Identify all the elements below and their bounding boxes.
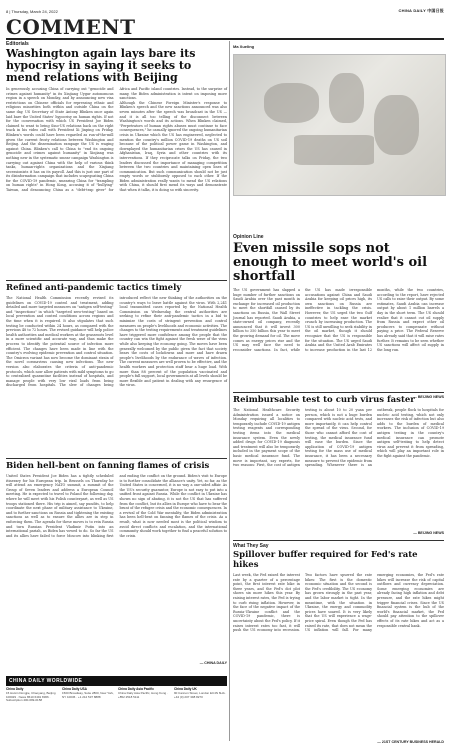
biden-body — [6, 474, 227, 660]
editorial-1-text-b: Although the Chinese Foreign Minister's response to Blinken's speech and the new sanctions announced was also seven minutes after the speech was broadcast in the US — and it is all too telling of the disconnect between Washington's words and its actions. When Blinken claimed, "Perpetrators of human rights abuses must continue to face consequences," he casually ignored the ongoing humanitarian crisis in Ukraine which the US has engineered, neglected to mention the country's million COVID-19 deaths on US soil because of the political power game in Washington, and downplayed the humanitarian crises the US has caused in Afghanistan, Iraq, Syria and other countries with its interventions. If they reciprocate talks on Friday, the two leaders discussed the importance of managing competition between the two countries and maintaining open lines of communication. But such communication should not be just empty words or stubbornly opposed to each other. If the Biden administration really wants to mend the US relations with China, it should first mend its ways and demonstrate that when it talks, it is doing so with sincerity. — [119, 100, 227, 193]
editorials-kicker: Editorials — [6, 41, 29, 47]
divider — [233, 540, 444, 541]
office-title: China Daily — [6, 687, 24, 691]
editorial-2-headline: Refined anti-pandemic tactics timely — [6, 283, 182, 293]
section-title: COMMENT — [6, 15, 136, 39]
office-title: China Daily UK — [174, 687, 197, 691]
reimburse-headline: Reimbursable test to curb virus faster — [233, 395, 415, 405]
editorial-1-text-a: In generously accusing China of carrying out "genocide and crimes against humanity" in its Xinjiang Uygur autonomous region in a speech on Monday, and by announcing new visa restrictions on Chinese officials for repressing ethnic and religious minorities both within and outside China on the same day, US Secretary of State Antony Blinken once again laid bare the United States' hypocrisy on human rights. If not for the conversation with which US President Joe Biden claimed to want to bring Sino-US relations back on the right track in his video call with President Xi Jinping on Friday, Blinken's words could have been regarded as run-of-the-mill given the current frosty relations between Washington and Beijing. And the dissemination rampage the US is waging against China. Blinken's call to China to "end its ongoing genocide and crimes against humanity" in Xinjiang was nothing new in the systematic smear campaign Washington is carrying out against China with the help of various think tanks, human-rights organizations and the Xinjiang secessionists it has on its payroll. And this is just one part of its disinformation campaign that includes scapegoating China for the COVID-19 pandemic, smearing China for "trampling on human rights" in Hong Kong, accusing it of "bullying" Taiwan, and denouncing China as a "debt-trap giver" for Africa and Pacific island countries. Instead, to the surprise of many, the Biden administration is intent on imposing more sanctions. — [6, 87, 227, 193]
editorial-2-body — [6, 296, 227, 451]
office-title: China Daily USA — [62, 687, 87, 691]
footer-office — [174, 688, 227, 703]
footer-office — [6, 688, 59, 703]
photo-credit: Ma Xueling — [233, 44, 255, 49]
cartoon-figure — [329, 73, 364, 123]
editorial-2-text: The National Health Commission recently revised its guidelines on COVID-19 control and treatment, adding detailed and more targeted measures on "antigen self-testing" and "inspections" in which "targeted zero-testing" based on local prevention and control conditions across regions and the time when it is required. It also stipulates that such testing be conducted within 24 hours, as compared with the previous 48 to 72 hours. The revised guidance will help police health authorities and medical workers at the grassroots level in a more scientific and accurate way, and thus make the process to identify the potential source of infection more efficient. The changes have been made in line with the country's evolving epidemic prevention and control situation. The Omicron variant has now become the dominant strain of the novel coronavirus causing new infections. The new version also elaborates the criteria of anti-pandemic protocols, which now allow patients with mild symptoms to go to centralized quarantine facilities instead of hospitals, and manage people with very low viral loads from being discharged from hospitals. The slew of changes being introduced reflect the new thinking of the authorities on the country's ways to leave battle against the virus. With 2,241 local transmitted cases reported by the National Health Commission on Wednesday, the central authorities are seeking to refine their anti-pandemic tactics in a bid to minimize the costs of stringent prevention and control measures on people's livelihoods and economic activities. The changes to the testing requirements and treatment guidelines have triggered more confidence among the people that the country can win the fight against the fresh wave of the virus while also keeping the economy going. The moves have been generally welcomed by the public given the fact that society bears the costs of lockdowns and more and have drawn people's livelihoods by the endurance of waves of infection. The current measures are well proven to be effective, and the health workers and protection staff bear a huge load. With more than 88 percent of the population vaccinated and people's full support, local governments at all levels should be more flexible and patient in dealing with any resurgence of the virus. — [6, 296, 227, 388]
footer-office — [62, 688, 115, 703]
biden-byline: — CHINA DAILY — [199, 661, 227, 665]
office-text: 1500 Broadway, Suite 2800, New York, NY 10036 · +1 212 537 8888 — [62, 690, 114, 699]
biden-text: United States President Joe Biden has a tightly scheduled itinerary for his European trip. In Brussels on Thursday he will attend an emergency NATO summit, a summit of the Group of Seven leaders and address a European Council meeting. He is expected to travel to Poland the following day, where he will meet with his Polish counterpart, as well as US troops stationed there. His trip is aimed, say pundits, to help coordinate the next phase of military assistance to Ukraine, and to further sanctions on Russia and tightening the existing sanctions as well as to ensure the allies are in step in enforcing them. The agenda for these moves is to rein Russia and turn Russian President Vladimir Putin into an international pariah, as Biden has vowed to do. So far the US and its allies have failed to force Moscow into blinking first and ending the conflict on the ground. Biden's visit to Europe is to further consolidate the alliance's unity. Yet, so far, as the United States is concerned, it is no way a one-sided affair. As the US's security guarantor, Europe is not easy to put into a unified front against Russia. While the conflict in Ukraine has shown no sign of abating, it is not the US that has suffered from the conflict, but its allies in Europe who have to bear the brunt of the refugee crisis and the economic consequences. In a revival of the Cold War mentality, the Biden administration has been hell-bent on fanning the flames of the crisis. As a result, what is now needed most is the political wisdom to avoid direct conflicts and escalation, and the international community should work together to find a peaceful solution to the crisis. — [6, 474, 227, 538]
brand-label — [398, 8, 444, 14]
footer-brand: CHINA DAILY WORLDWIDE — [6, 676, 227, 686]
whatthey-tag: What They Say — [233, 543, 269, 549]
page-date: 8 | Thursday, March 24, 2022 — [6, 8, 58, 14]
brand-name-cn: 中国日报 — [427, 8, 444, 13]
divider — [6, 458, 227, 459]
editorial-1-headline: Washington again lays bare its hypocrisy in saying it seeks to mend relations with Beijing — [6, 47, 196, 84]
editorial-2 — [6, 283, 227, 455]
whatthey-text: Last week, the Fed raised the interest rate by a quarter of a percentage point, the first interest rate hike in three years, and the Fed's dot plot shows six more hikes this year. By raising interest rates, the Fed is trying to curb rising inflation. However, in the face of the negative impact of the Russia-Ukraine conflict and the COVID-19 pandemic, there is uncertainty about the Fed's policy. If it raises interest rates too fast, it will push the US economy into recession. Two factors have spurred the rate hikes: The first is the domestic economic situation and the second is the Fed's credibility. The US economy has grown strongly in the past year, and the labor market is tight. In the meantime, with the situation in Ukraine, the energy and commodity prices have soared. It is very likely that the US will experience a wage-price spiral. Even though the Fed has raised its rate, that does not mean the US inflation will fall. For many emerging economies, the Fed's rate hikes will increase the risk of capital outflows and currency depreciation. Some emerging economies are already facing high inflation and debt pressure, and the rate hikes might trigger financial crises. Since the US financial system is the hub of the world's financial market, the Fed should pay attention to the spillover effects of its rate hikes and act as a responsible central bank. — [233, 573, 444, 633]
office-title: China Daily Asia Pacific — [118, 687, 155, 691]
footer-offices — [6, 688, 227, 703]
article-biden — [6, 461, 227, 671]
reimburse-text: The National Healthcare Security Administration issued a notice on Monday requiring all localities to temporarily include COVID-19 antigen testing reagents and corresponding testing items into the medical insurance system. Even the newly added drugs for COVID-19 diagnosis and treatment will also be temporarily included in the payment scope of the basic medical insurance fund. The move is important, say experts, for two reasons: First, the cost of antigen testing is about 10 to 20 yuan per person, which is not a huge burden compared with nucleic acid tests, and more importantly, it can help control the spread of the virus. Second, for those who cannot afford the cost of testing, the medical insurance fund will ease the burden. Since the application of COVID-19 antigen testing for the mass use of medical insurance, it has been a necessary measure to prevent the epidemic from spreading. Whenever there is an outbreak, people flock to hospitals for nucleic acid testing, which not only increases the risk of infection but also adds to the burden of medical workers. The inclusion of COVID-19 antigen testing in the country's medical insurance can promote antigen self-testing to help detect virus and prevent it from spreading, which will play an important role in the fight against the pandemic. — [233, 408, 444, 468]
brand-name: CHINA DAILY — [398, 8, 426, 13]
opinion-byline: — BEIJING NEWS — [413, 395, 444, 399]
editorial-1-body — [6, 87, 227, 265]
office-text: 15 Huixin Dongjie, Chaoyang, Beijing 100029 · News 8610 6491 8366 · Subscription 400-699-0158 — [6, 690, 56, 703]
cartoon-figure — [374, 95, 419, 155]
editorial-cartoon — [233, 54, 446, 196]
footer-office — [118, 688, 171, 703]
whatthey-headline: Spillover buffer required for Fed's rate hikes — [233, 550, 418, 570]
office-text: China Daily Asia Pacific, Hong Kong · +852 2518 5111 — [118, 690, 169, 699]
whatthey-article — [233, 543, 444, 742]
section-masthead — [6, 16, 444, 40]
reimburse-article — [233, 395, 444, 537]
reimburse-byline: — BEIJING NEWS — [413, 531, 444, 535]
editorial-1 — [6, 41, 227, 278]
biden-headline: Biden hell-bent on fanning flames of crisis — [6, 461, 210, 471]
opinion-article — [233, 241, 444, 399]
whatthey-body — [233, 573, 444, 739]
opinion-headline: Even missile sops not enough to meet world's oil shortfall — [233, 241, 428, 284]
divider — [6, 280, 227, 281]
column-divider — [229, 41, 230, 741]
footer — [6, 676, 227, 742]
opinion-text: The US government has slapped a huge number of further sanctions on Saudi Arabia over the past month in exchange for increased oil production to meet the shortfall caused by its sanctions on Russia, the Wall Street Journal has reported. Saudi Arabia, a state-owned oil company, recently announced that it will invest 300 billion to 350 billion this year to meet the growing demand for oil. The move comes as energy prices rise and the US may well face the need to reconsider sanctions. In fact, while the US has made irresponsible accusations against China and Saudi Arabia for keeping oil prices high, its own sanctions on Russia are ineffective in tackling the crisis. However, the US urged the two Gulf countries to help ease the market crunch by increasing production. The US is still unwilling to seek stability in the oil market, though it should recognize that the US is responsible for the situation. The US urged Saudi Arabia and the United Arab Emirates to increase production in the last 12 months, while the two countries, according to the report, have rejected US calls to raise their output. By some estimates, Saudi Arabia can increase output by about 1 million barrels a day in the short term. The US should realize that it cannot cut oil supply from Russia and expect other oil producers to compensate without paying a price. The Federal Reserve has already said that it will raise rates further. It remains to be seen whether US sanctions will affect oil supply in the long run. — [233, 288, 444, 352]
reimburse-body — [233, 408, 444, 530]
whatthey-byline: — 21ST CENTURY BUSINESS HERALD — [377, 740, 444, 744]
cartoon-figure — [294, 135, 374, 165]
cartoon-figure — [264, 83, 319, 123]
office-text: 90 Cannon Street, London EC4N 6HA · +44 (0) 207 398 8270 — [174, 690, 227, 699]
opinion-tag: Opinion Line — [233, 234, 264, 240]
opinion-body — [233, 288, 444, 394]
divider — [233, 392, 444, 393]
